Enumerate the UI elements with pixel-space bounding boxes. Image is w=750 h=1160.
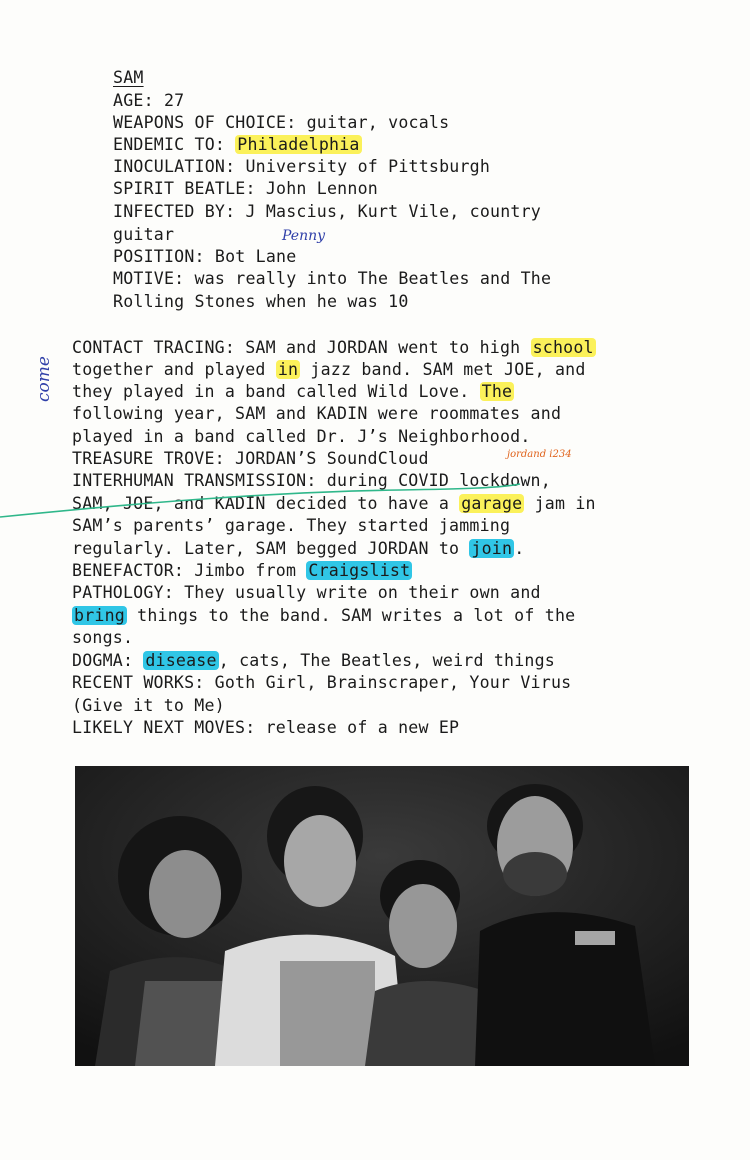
profile-weapons: WEAPONS OF CHOICE: guitar, vocals	[113, 113, 450, 132]
recent-works-cont: (Give it to Me)	[72, 696, 225, 715]
pathology: PATHOLOGY: They usually write on their own and	[72, 583, 541, 602]
handwritten-penny: Penny	[282, 228, 326, 244]
highlight-school: school	[532, 338, 594, 357]
highlight-craigslist: Craigslist	[308, 561, 411, 580]
highlight-join: join	[471, 539, 513, 558]
contact-line-3: they played in a band called Wild Love. The	[72, 382, 513, 401]
treasure-trove: TREASURE TROVE: JORDAN’S SoundCloud	[72, 449, 429, 468]
contact-line-5: played in a band called Dr. J’s Neighborhood.	[72, 427, 531, 446]
recent-works: RECENT WORKS: Goth Girl, Brainscraper, Your Virus	[72, 673, 572, 692]
endemic-value: Philadelphia	[237, 135, 360, 154]
interhuman-transmission: INTERHUMAN TRANSMISSION: during COVID lockdown,	[72, 471, 551, 490]
profile-position: POSITION: Bot Lane	[113, 247, 297, 266]
profile-infected-by-cont: guitar	[113, 225, 175, 244]
profile-inoculation: INOCULATION: University of Pittsburgh	[113, 157, 491, 176]
profile-endemic	[113, 134, 362, 156]
band-photo	[75, 766, 689, 1066]
contact-line-8: SAM, JOE, and KADIN decided to have a garage jam in	[72, 494, 596, 513]
contact-line-2: together and played in jazz band. SAM met JOE, and	[72, 360, 586, 379]
handwritten-come: come	[34, 356, 54, 402]
profile-motive: MOTIVE: was really into The Beatles and The	[113, 269, 552, 288]
highlight-disease: disease	[145, 651, 217, 670]
handwritten-jordan: jordand i234	[507, 449, 572, 460]
highlight-garage: garage	[461, 494, 523, 513]
endemic-label: ENDEMIC TO:	[113, 135, 236, 154]
profile-infected-by: INFECTED BY: J Mascius, Kurt Vile, country	[113, 202, 541, 221]
profile-age: AGE: 27	[113, 91, 185, 110]
contact-line-9: SAM’s parents’ garage. They started jamming	[72, 516, 511, 535]
contact-line-1: CONTACT TRACING: SAM and JORDAN went to high school	[72, 338, 594, 357]
profile-motive-cont: Rolling Stones when he was 10	[113, 292, 409, 311]
benefactor: BENEFACTOR: Jimbo from Craigslist	[72, 561, 411, 580]
pathology-cont-2: songs.	[72, 628, 134, 647]
highlight-the: The	[481, 382, 513, 401]
profile-name: SAM	[113, 68, 144, 87]
likely-next-moves: LIKELY NEXT MOVES: release of a new EP	[72, 718, 460, 737]
highlight-in: in	[277, 360, 299, 379]
dogma: DOGMA: disease , cats, The Beatles, weird things	[72, 651, 555, 670]
profile-spirit-beatle: SPIRIT BEATLE: John Lennon	[113, 179, 378, 198]
contact-line-10: regularly. Later, SAM begged JORDAN to join .	[72, 539, 525, 558]
highlight-bring: bring	[74, 606, 125, 625]
pathology-cont: bring things to the band. SAM writes a lot of the	[74, 606, 576, 625]
contact-line-4: following year, SAM and KADIN were roommates and	[72, 404, 562, 423]
